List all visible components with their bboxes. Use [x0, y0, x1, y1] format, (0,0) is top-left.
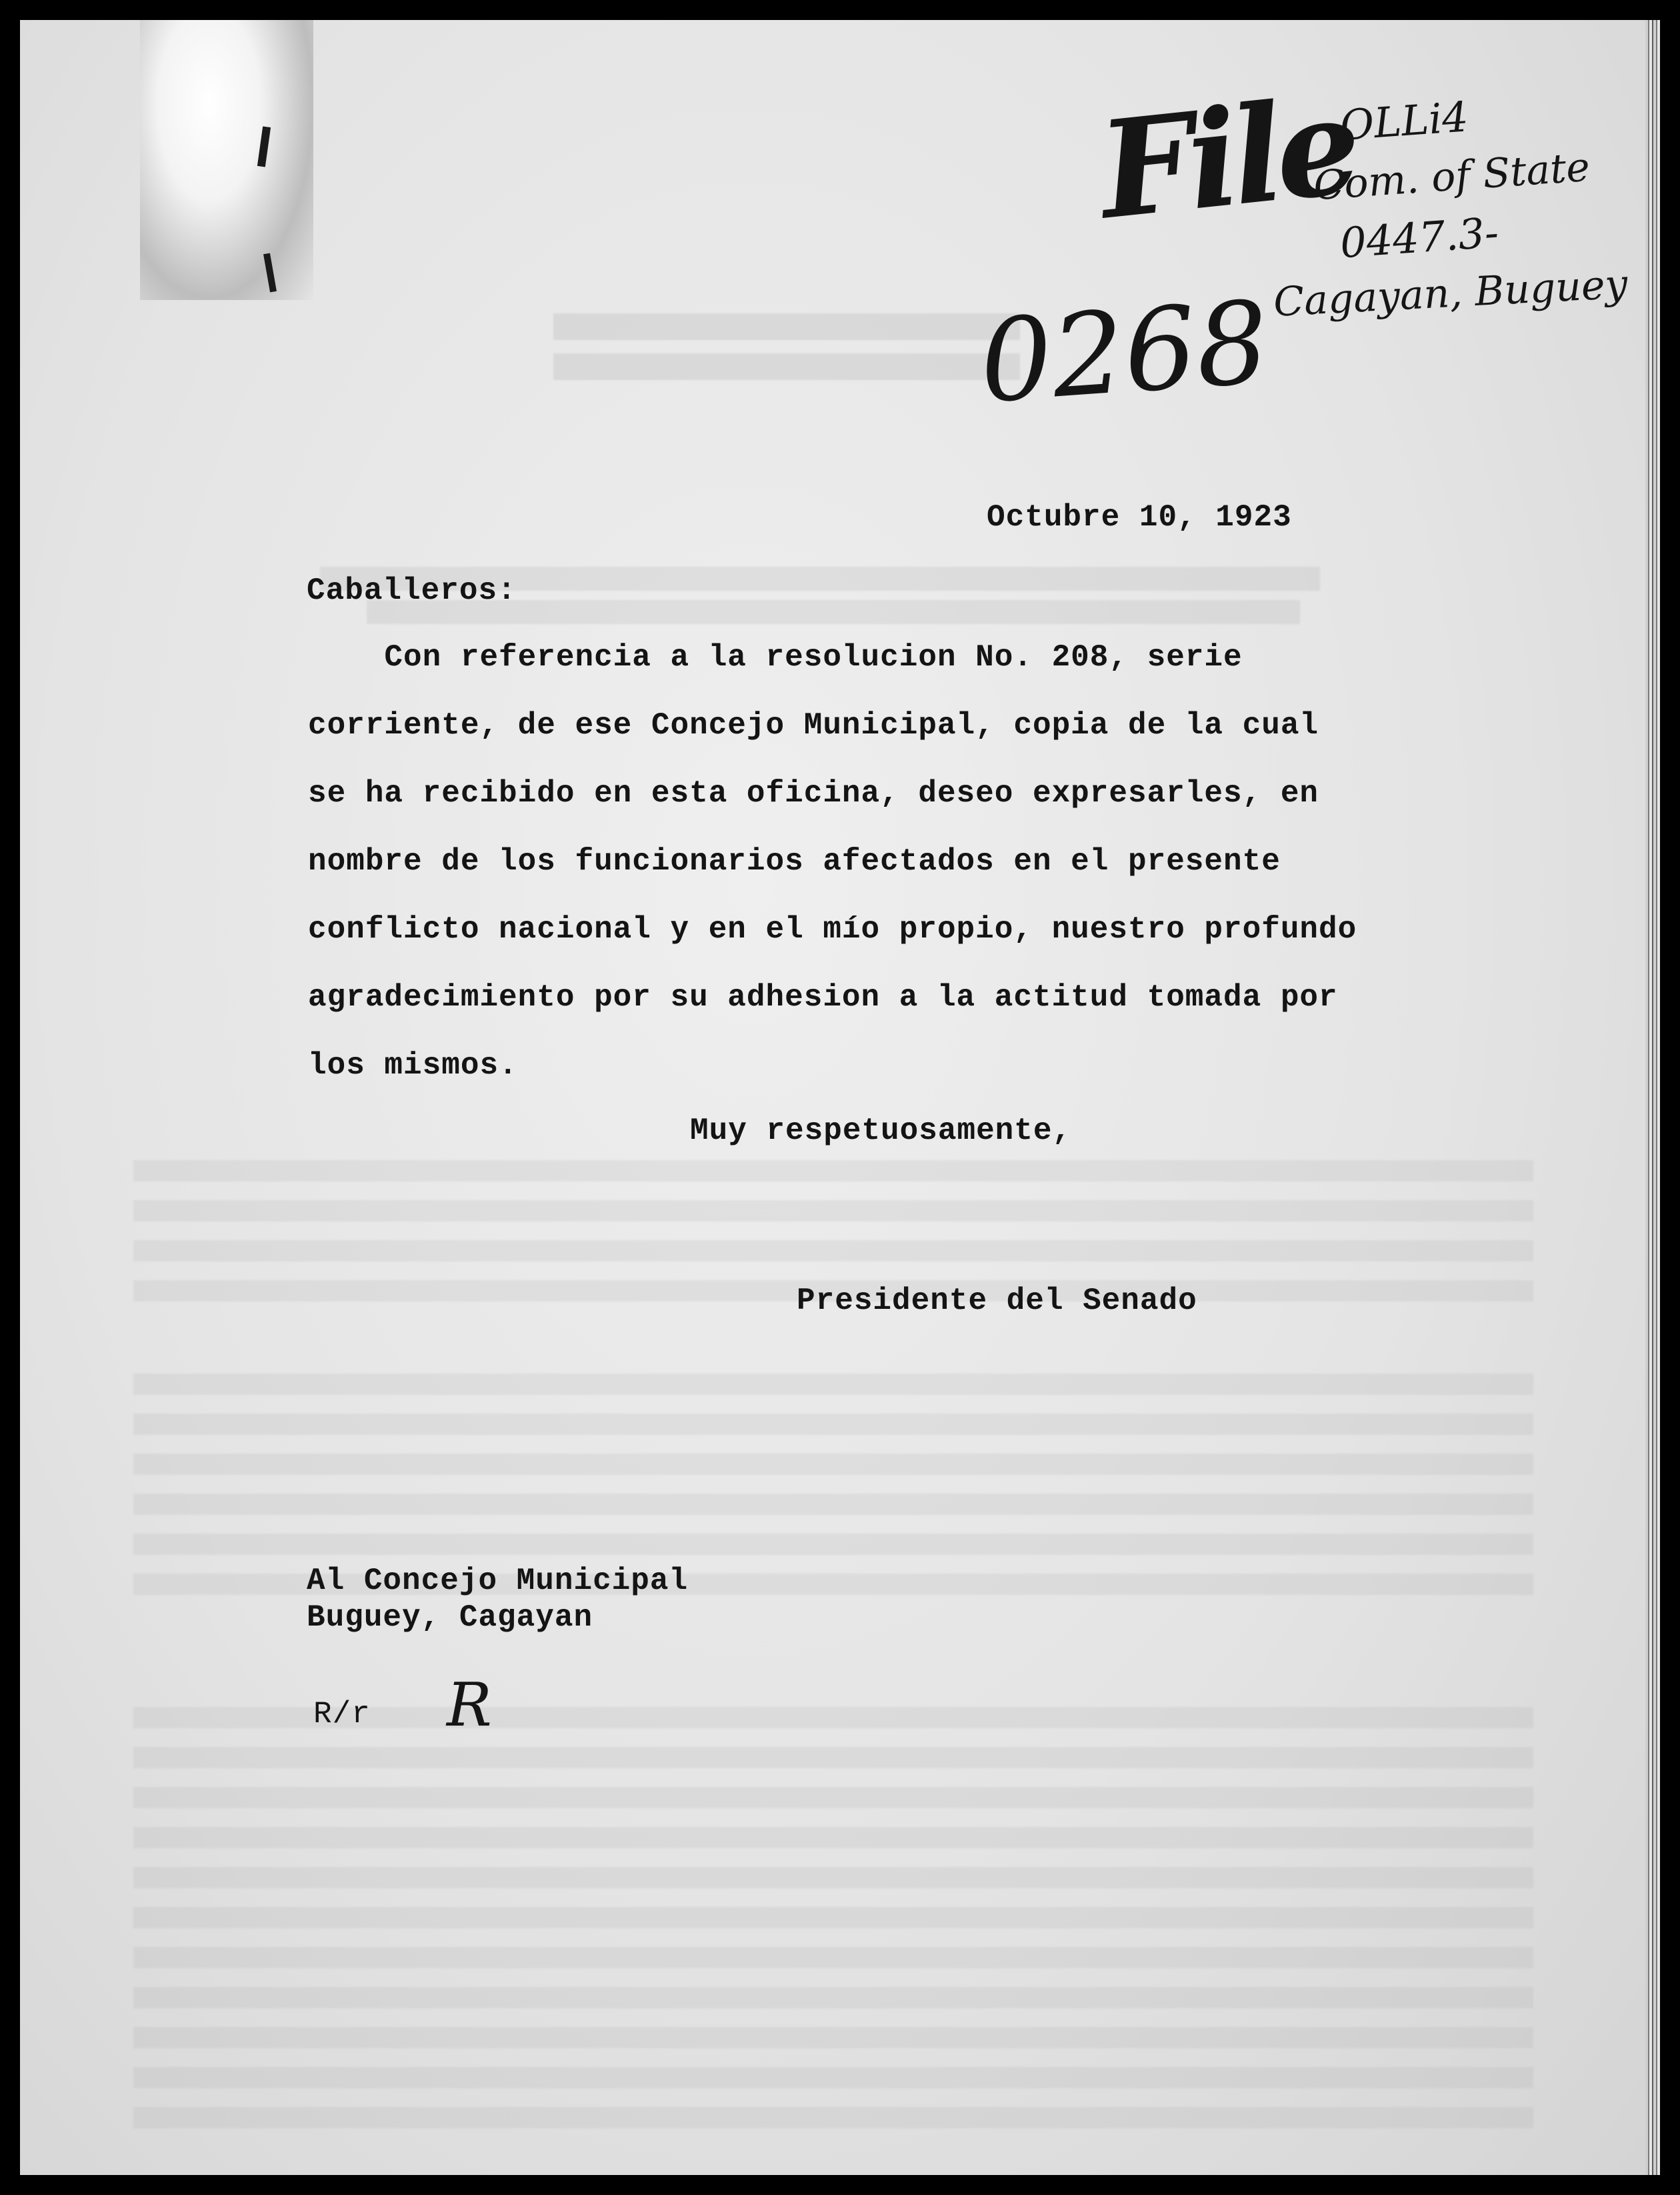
bleed-through — [133, 1947, 1533, 1968]
page-edge — [1645, 20, 1660, 2175]
bleed-through — [133, 1827, 1533, 1848]
bleed-through — [133, 1867, 1533, 1888]
body-line: agradecimiento por su adhesion a la actitud tomada por — [308, 980, 1338, 1015]
bleed-through — [133, 1494, 1533, 1515]
body-line: corriente, de ese Concejo Municipal, copia de la cual — [308, 708, 1319, 743]
bleed-through — [133, 1240, 1533, 1262]
torn-corner — [140, 20, 313, 300]
recipient-line: Buguey, Cagayan — [307, 1600, 593, 1635]
body-line: Con referencia a la resolucion No. 208, serie — [308, 640, 1243, 675]
bleed-through — [133, 2067, 1533, 2088]
bleed-through — [133, 2107, 1533, 2128]
body-line: los mismos. — [308, 1048, 518, 1083]
bleed-through — [133, 1374, 1533, 1395]
bleed-through — [133, 1907, 1533, 1928]
reference-initials: R/r — [313, 1697, 371, 1732]
letter-page — [20, 20, 1645, 2175]
handwritten-line: OLLi4 — [1338, 92, 1470, 150]
letter-closing: Muy respetuosamente, — [690, 1114, 1072, 1148]
handwritten-line: Com. of State — [1312, 143, 1592, 210]
bleed-through — [133, 1200, 1533, 1222]
handwritten-file-note: File — [1092, 67, 1362, 250]
bleed-through — [553, 353, 1020, 380]
bleed-through — [133, 1787, 1533, 1808]
handwritten-initial: R — [447, 1670, 492, 1740]
bleed-through — [133, 2027, 1533, 2048]
handwritten-filing-code: 0268 — [975, 277, 1273, 429]
handwritten-line: 0447.3- — [1338, 207, 1501, 268]
letter-salutation: Caballeros: — [307, 573, 517, 608]
letter-date: Octubre 10, 1923 — [987, 500, 1292, 535]
bleed-through — [133, 1414, 1533, 1435]
bleed-through — [133, 1534, 1533, 1555]
handwritten-line: Cagayan, Buguey — [1272, 261, 1629, 326]
signature-title: Presidente del Senado — [797, 1284, 1197, 1318]
bleed-through — [133, 1160, 1533, 1182]
body-line: conflicto nacional y en el mío propio, nuestro profundo — [308, 912, 1357, 947]
bleed-through — [133, 1987, 1533, 2008]
bleed-through — [133, 1747, 1533, 1768]
recipient-line: Al Concejo Municipal — [307, 1564, 689, 1598]
bleed-through — [553, 313, 1020, 340]
body-line: se ha recibido en esta oficina, deseo expresarles, en — [308, 776, 1319, 811]
body-line: nombre de los funcionarios afectados en el presente — [308, 844, 1281, 879]
bleed-through — [133, 1454, 1533, 1475]
